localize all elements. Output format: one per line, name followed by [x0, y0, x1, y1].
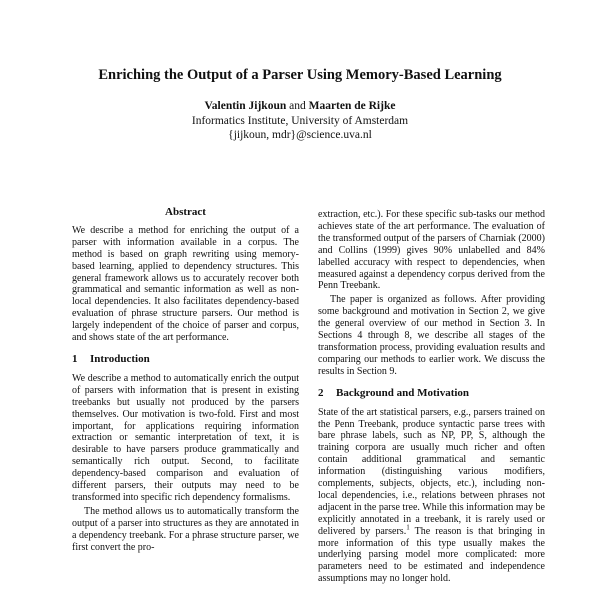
author-2: Maarten de Rijke — [308, 100, 396, 112]
author-names — [0, 99, 600, 114]
section-number: 2 — [318, 386, 324, 399]
section-number: 1 — [72, 352, 78, 365]
background-text-tail: The reason is that bringing in more information of this type usually makes the underlying parsing model more complicated: more parameters need to be estimated and independence assumptions may no longer hold. — [318, 525, 546, 585]
section-heading-background — [318, 388, 545, 400]
right-paragraph-2: The paper is organized as follows. After providing some background and motivation in Section 2, we give the general overview of our method in Section 3. In Sections 4 through 8, we describe all stages of the transformation process, providing evaluation results and comparing our methods to earlier work. We discuss the results in Section 9. — [318, 294, 545, 377]
author-email: {jijkoun, mdr}@science.uva.nl — [228, 129, 372, 141]
author-1: Valentin Jijkoun — [204, 100, 287, 112]
section-title: Background and Motivation — [336, 386, 470, 399]
author-conjunction: and — [289, 100, 306, 112]
author-block — [0, 99, 600, 143]
abstract-heading: Abstract — [165, 206, 206, 218]
paper-title: Enriching the Output of a Parser Using Memory-Based Learning — [98, 67, 502, 83]
section-heading-introduction — [72, 354, 299, 366]
left-column — [72, 207, 299, 553]
section-title: Introduction — [90, 352, 150, 365]
footnote-marker[interactable]: 1 — [406, 523, 410, 532]
affiliation: Informatics Institute, University of Amsterdam — [191, 114, 409, 127]
right-column — [318, 209, 545, 585]
intro-paragraph-1: We describe a method to automatically enrich the output of parsers with information that is present in existing treebanks but usually not produced by the parsers themselves. Our motivation is two-fold. First and most important, for applications requiring information extraction or semantic interpretation of text, it is desirable to have parsers produce grammatically and semantically rich output. Second, to facilitate dependency-based comparison and evaluation of different parsers, their outputs may need to be transformed into specific rich dependency formalisms. — [72, 372, 299, 503]
right-paragraph-1: extraction, etc.). For these specific sub-tasks our method achieves state of the art performance. The evaluation of the transformed output of the parsers of Charniak (2000) and Collins (1999) gives 90% unlabelled and 84% labelled accuracy with respect to dependencies, when measured against a dependency corpus derived from the Penn Treebank. — [318, 209, 545, 292]
intro-paragraph-2: The method allows us to automatically transform the output of a parser into structures as they are annotated in a dependency treebank. For a phrase structure parser, we first convert the pro- — [72, 505, 299, 553]
background-text: State of the art statistical parsers, e.g., parsers trained on the Penn Treebank, produce syntactic parse trees with bare phrase labels, such as NP, PP, S, although the training corpora are usually much richer and often contain additional grammatical and semantic information (distinguishing various modifiers, complements, subjects, objects, etc.), including non-local dependencies, i.e., relations between phrases not adjacent in the parse tree. While this information may be explicitly annotated in a treebank, it is rarely used or delivered by parsers. — [318, 406, 545, 537]
background-paragraph-1 — [318, 407, 545, 586]
abstract-text: We describe a method for enriching the output of a parser with information available in a corpus. The method is based on graph rewriting using memory-based learning, applied to dependency structures. This general framework allows us to accurately recover both grammatical and semantic information as well as non-local dependencies. It also facilitates dependency-based evaluation of phrase structure parsers. Our method is largely independent of the choice of parser and corpus, and shows state of the art performance. — [72, 224, 299, 344]
